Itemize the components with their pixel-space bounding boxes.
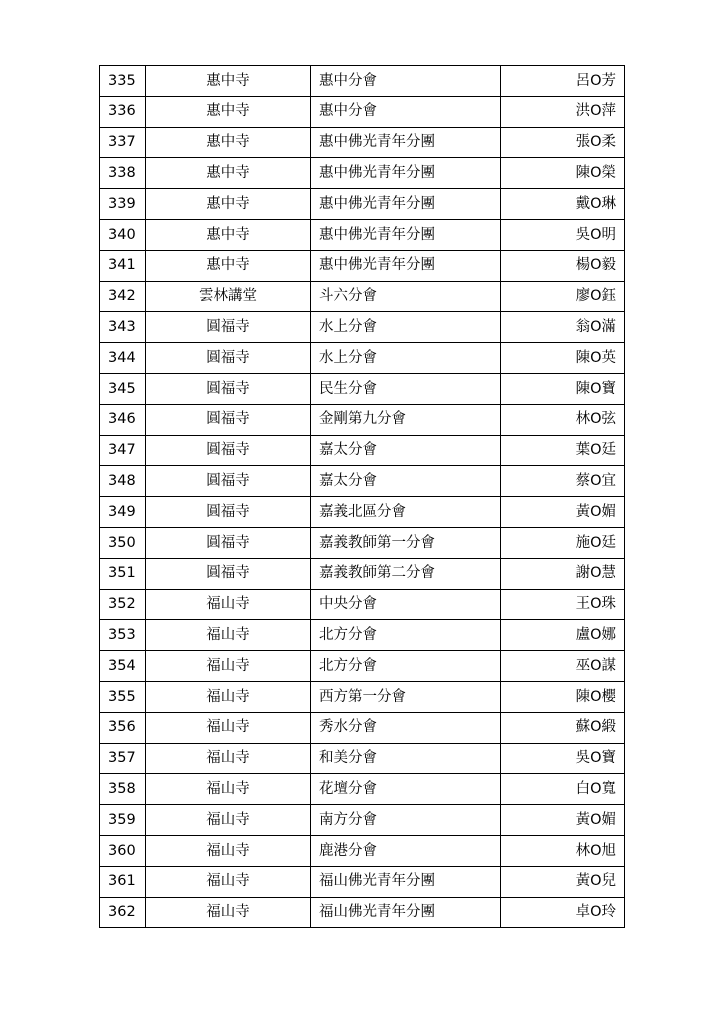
member-name-cell: 洪O萍	[501, 96, 625, 127]
branch-cell: 惠中分會	[311, 96, 501, 127]
table-row	[100, 250, 625, 281]
member-name-cell: 吳O明	[501, 219, 625, 250]
temple-cell: 福山寺	[146, 651, 311, 682]
temple-cell: 福山寺	[146, 805, 311, 836]
member-name-cell: 吳O寶	[501, 743, 625, 774]
member-name-cell: 翁O滿	[501, 312, 625, 343]
member-name-cell: 黃O媚	[501, 497, 625, 528]
table-row	[100, 435, 625, 466]
row-number-cell: 339	[100, 189, 146, 220]
table-row	[100, 681, 625, 712]
temple-cell: 福山寺	[146, 835, 311, 866]
row-number-cell: 352	[100, 589, 146, 620]
table-row	[100, 897, 625, 928]
temple-cell: 福山寺	[146, 681, 311, 712]
row-number-cell: 348	[100, 466, 146, 497]
table-row	[100, 343, 625, 374]
temple-cell: 惠中寺	[146, 250, 311, 281]
temple-cell: 福山寺	[146, 620, 311, 651]
member-name-cell: 施O廷	[501, 527, 625, 558]
row-number-cell: 354	[100, 651, 146, 682]
branch-cell: 惠中佛光青年分團	[311, 250, 501, 281]
branch-cell: 水上分會	[311, 312, 501, 343]
row-number-cell: 361	[100, 866, 146, 897]
row-number-cell: 360	[100, 835, 146, 866]
branch-cell: 惠中佛光青年分團	[311, 127, 501, 158]
member-name-cell: 王O珠	[501, 589, 625, 620]
temple-cell: 圓福寺	[146, 527, 311, 558]
table-row	[100, 66, 625, 97]
temple-cell: 圓福寺	[146, 497, 311, 528]
temple-cell: 圓福寺	[146, 312, 311, 343]
table-row	[100, 712, 625, 743]
member-name-cell: 陳O榮	[501, 158, 625, 189]
member-name-cell: 呂O芳	[501, 66, 625, 97]
temple-cell: 圓福寺	[146, 373, 311, 404]
member-name-cell: 陳O英	[501, 343, 625, 374]
row-number-cell: 350	[100, 527, 146, 558]
table-row	[100, 835, 625, 866]
branch-cell: 中央分會	[311, 589, 501, 620]
temple-cell: 惠中寺	[146, 66, 311, 97]
branch-cell: 南方分會	[311, 805, 501, 836]
member-name-cell: 陳O櫻	[501, 681, 625, 712]
branch-cell: 金剛第九分會	[311, 404, 501, 435]
table-row	[100, 558, 625, 589]
temple-cell: 福山寺	[146, 774, 311, 805]
branch-cell: 惠中佛光青年分團	[311, 158, 501, 189]
row-number-cell: 341	[100, 250, 146, 281]
temple-cell: 圓福寺	[146, 558, 311, 589]
member-name-cell: 謝O慧	[501, 558, 625, 589]
row-number-cell: 359	[100, 805, 146, 836]
branch-cell: 和美分會	[311, 743, 501, 774]
temple-cell: 惠中寺	[146, 127, 311, 158]
branch-cell: 惠中分會	[311, 66, 501, 97]
table-row	[100, 404, 625, 435]
branch-cell: 嘉義北區分會	[311, 497, 501, 528]
row-number-cell: 356	[100, 712, 146, 743]
branch-cell: 北方分會	[311, 620, 501, 651]
table-row	[100, 219, 625, 250]
row-number-cell: 358	[100, 774, 146, 805]
table-row	[100, 497, 625, 528]
branch-cell: 嘉太分會	[311, 435, 501, 466]
member-name-cell: 盧O娜	[501, 620, 625, 651]
member-name-cell: 卓O玲	[501, 897, 625, 928]
member-roster-table	[99, 65, 625, 928]
temple-cell: 福山寺	[146, 712, 311, 743]
temple-cell: 惠中寺	[146, 189, 311, 220]
row-number-cell: 349	[100, 497, 146, 528]
table-row	[100, 312, 625, 343]
table-row	[100, 651, 625, 682]
branch-cell: 惠中佛光青年分團	[311, 219, 501, 250]
table-row	[100, 189, 625, 220]
table-row	[100, 466, 625, 497]
roster-page	[99, 65, 624, 928]
branch-cell: 花壇分會	[311, 774, 501, 805]
branch-cell: 西方第一分會	[311, 681, 501, 712]
temple-cell: 圓福寺	[146, 466, 311, 497]
temple-cell: 雲林講堂	[146, 281, 311, 312]
member-name-cell: 林O弦	[501, 404, 625, 435]
row-number-cell: 344	[100, 343, 146, 374]
row-number-cell: 351	[100, 558, 146, 589]
member-name-cell: 張O柔	[501, 127, 625, 158]
row-number-cell: 355	[100, 681, 146, 712]
branch-cell: 秀水分會	[311, 712, 501, 743]
temple-cell: 惠中寺	[146, 219, 311, 250]
temple-cell: 惠中寺	[146, 158, 311, 189]
temple-cell: 福山寺	[146, 866, 311, 897]
branch-cell: 水上分會	[311, 343, 501, 374]
row-number-cell: 345	[100, 373, 146, 404]
member-name-cell: 林O旭	[501, 835, 625, 866]
table-row	[100, 774, 625, 805]
table-row	[100, 743, 625, 774]
member-name-cell: 黃O媚	[501, 805, 625, 836]
branch-cell: 鹿港分會	[311, 835, 501, 866]
member-name-cell: 陳O寶	[501, 373, 625, 404]
table-row	[100, 96, 625, 127]
branch-cell: 嘉義教師第一分會	[311, 527, 501, 558]
temple-cell: 圓福寺	[146, 435, 311, 466]
table-row	[100, 805, 625, 836]
branch-cell: 福山佛光青年分團	[311, 897, 501, 928]
row-number-cell: 340	[100, 219, 146, 250]
table-row	[100, 589, 625, 620]
temple-cell: 惠中寺	[146, 96, 311, 127]
row-number-cell: 346	[100, 404, 146, 435]
table-row	[100, 620, 625, 651]
temple-cell: 圓福寺	[146, 404, 311, 435]
row-number-cell: 362	[100, 897, 146, 928]
row-number-cell: 353	[100, 620, 146, 651]
branch-cell: 北方分會	[311, 651, 501, 682]
table-row	[100, 373, 625, 404]
member-name-cell: 巫O謀	[501, 651, 625, 682]
member-name-cell: 葉O廷	[501, 435, 625, 466]
roster-body	[100, 66, 625, 928]
member-name-cell: 楊O毅	[501, 250, 625, 281]
row-number-cell: 337	[100, 127, 146, 158]
member-name-cell: 廖O鈺	[501, 281, 625, 312]
row-number-cell: 338	[100, 158, 146, 189]
branch-cell: 嘉太分會	[311, 466, 501, 497]
branch-cell: 福山佛光青年分團	[311, 866, 501, 897]
table-row	[100, 127, 625, 158]
member-name-cell: 蘇O緞	[501, 712, 625, 743]
table-row	[100, 281, 625, 312]
temple-cell: 福山寺	[146, 589, 311, 620]
table-row	[100, 527, 625, 558]
row-number-cell: 342	[100, 281, 146, 312]
member-name-cell: 蔡O宜	[501, 466, 625, 497]
row-number-cell: 335	[100, 66, 146, 97]
branch-cell: 斗六分會	[311, 281, 501, 312]
branch-cell: 民生分會	[311, 373, 501, 404]
member-name-cell: 白O寬	[501, 774, 625, 805]
temple-cell: 福山寺	[146, 743, 311, 774]
row-number-cell: 347	[100, 435, 146, 466]
table-row	[100, 158, 625, 189]
temple-cell: 福山寺	[146, 897, 311, 928]
member-name-cell: 黃O兒	[501, 866, 625, 897]
branch-cell: 惠中佛光青年分團	[311, 189, 501, 220]
branch-cell: 嘉義教師第二分會	[311, 558, 501, 589]
row-number-cell: 357	[100, 743, 146, 774]
temple-cell: 圓福寺	[146, 343, 311, 374]
table-row	[100, 866, 625, 897]
row-number-cell: 343	[100, 312, 146, 343]
member-name-cell: 戴O琳	[501, 189, 625, 220]
row-number-cell: 336	[100, 96, 146, 127]
